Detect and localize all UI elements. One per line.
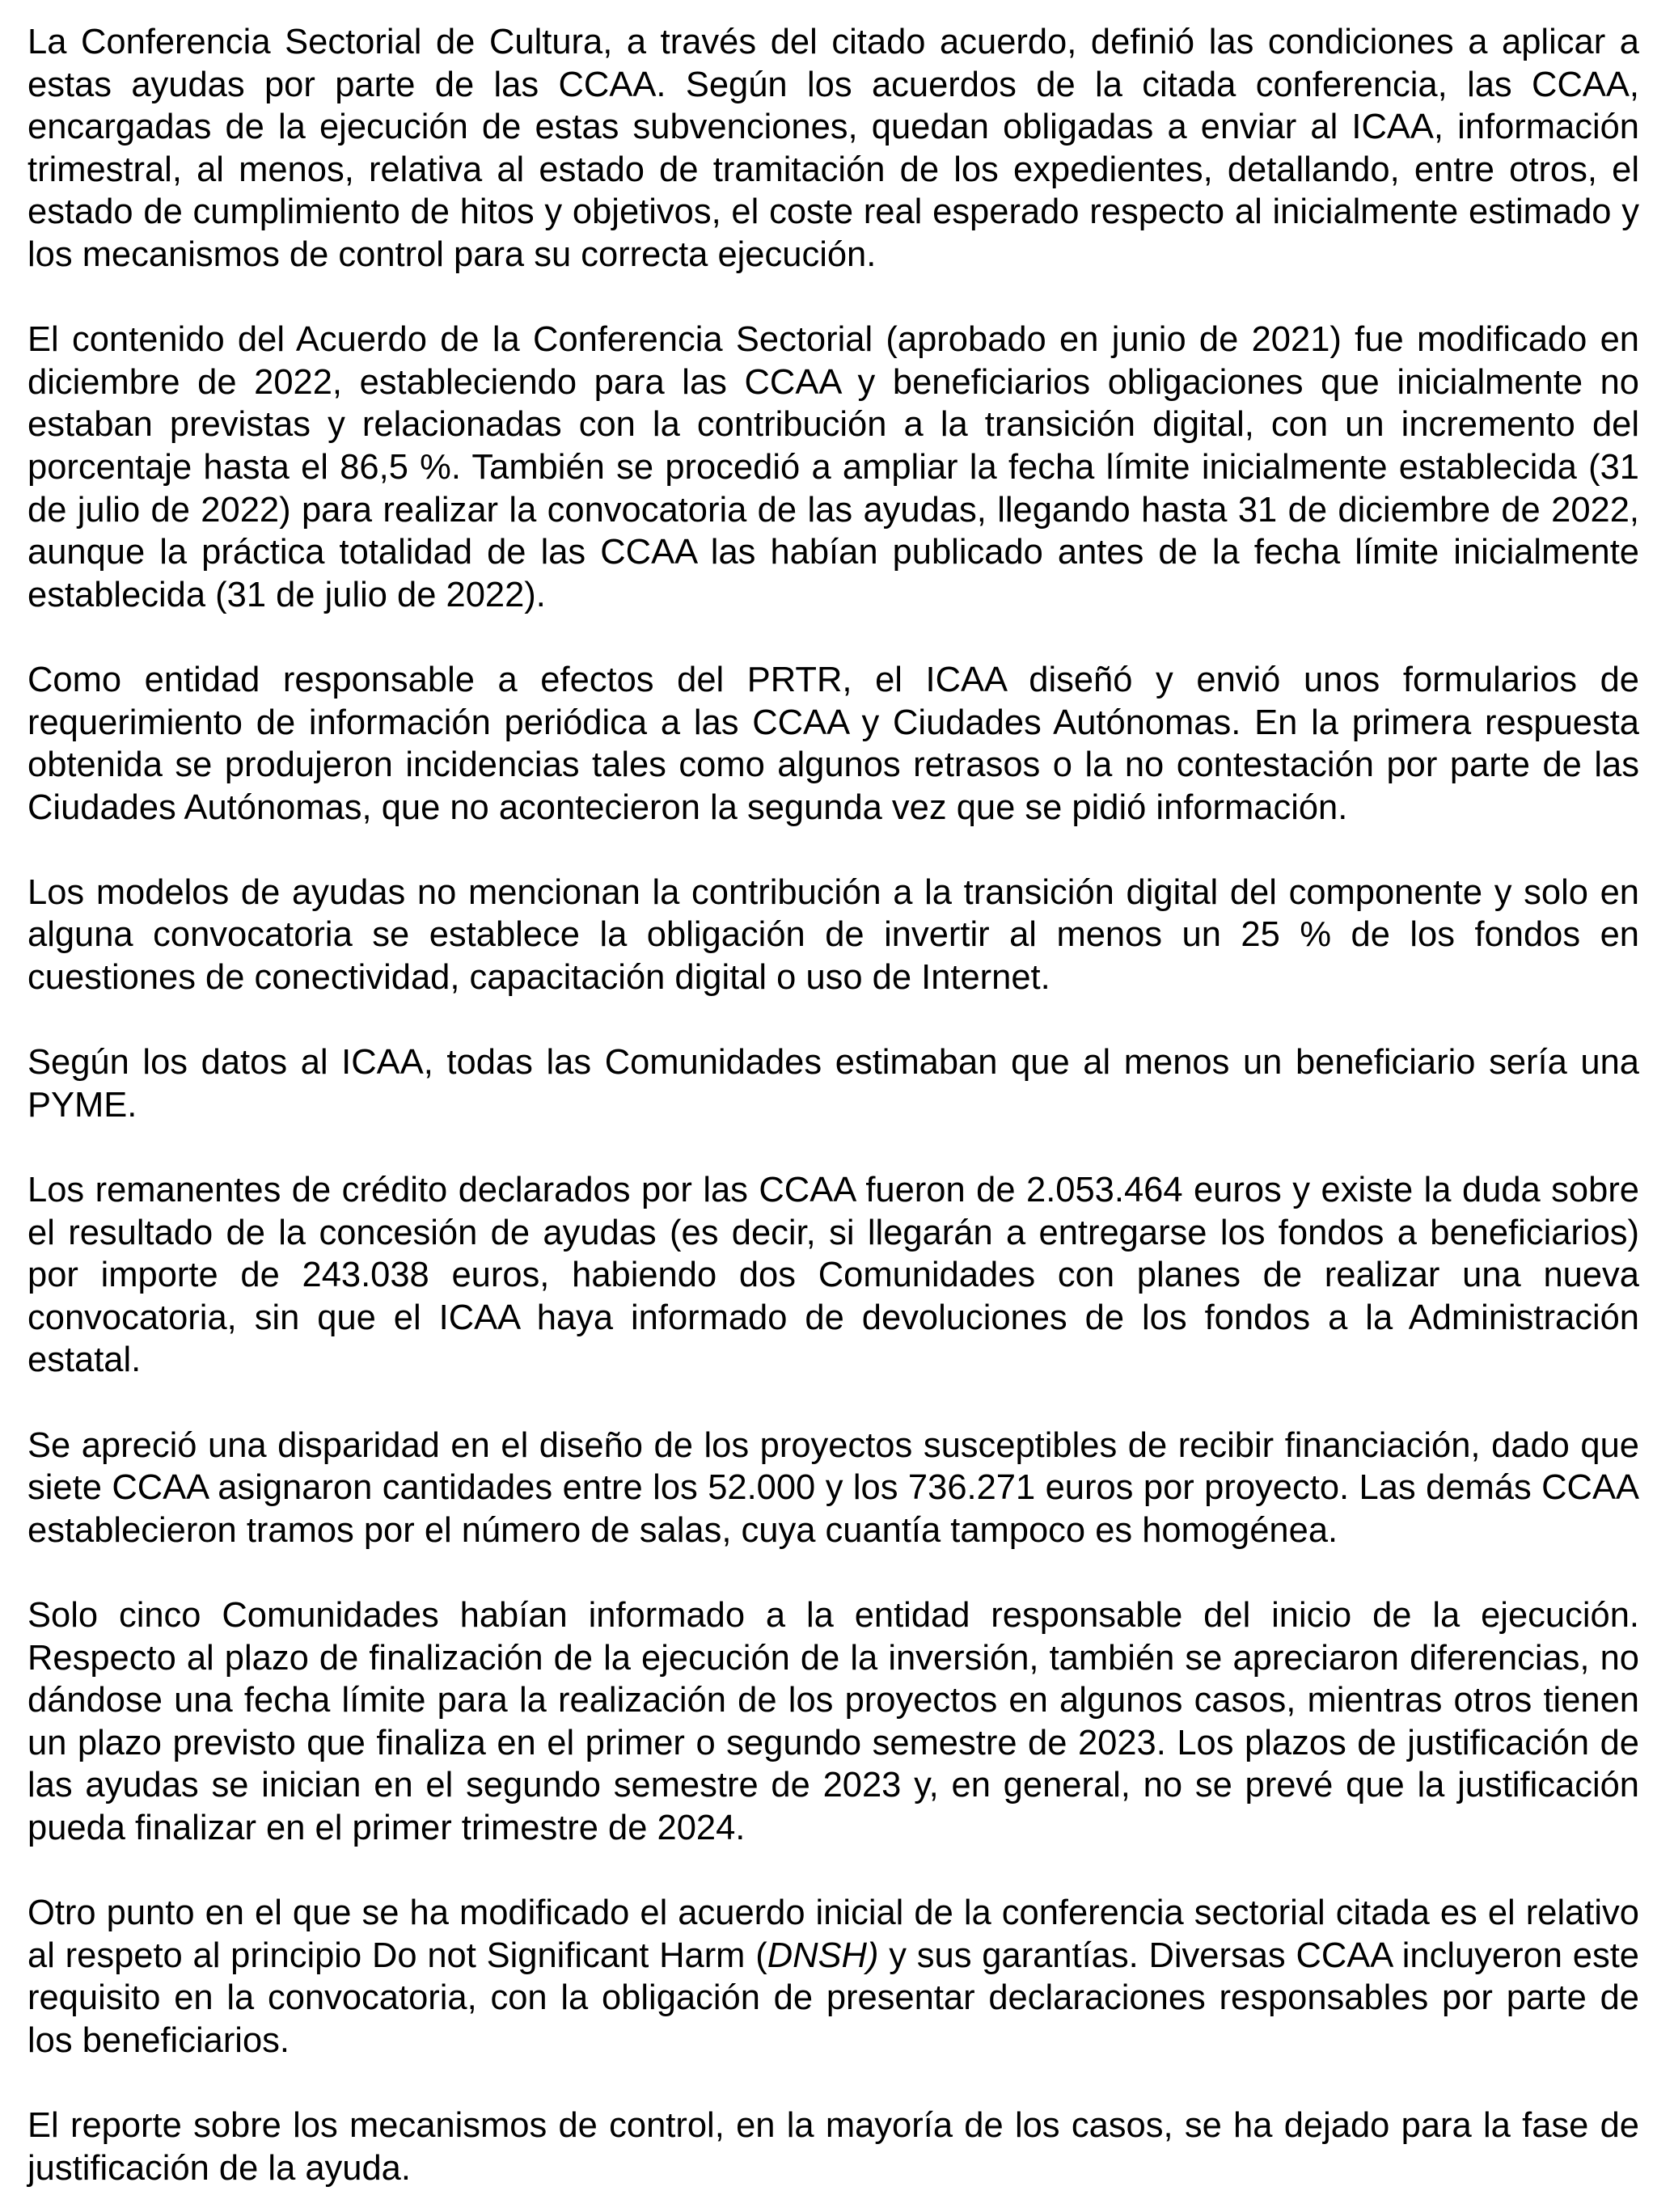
paragraph-modificacion-acuerdo: El contenido del Acuerdo de la Conferencia Sectorial (aprobado en junio de 2021) fue modificado en diciembre de 2022, estableciendo para las CCAA y beneficiarios obligaciones que inicialmente no estaban previstas y relacionadas con la contribución a la transición digital, con un incremento del porcentaje hasta el 86,5 %. También se procedió a ampliar la fecha límite inicialmente establecida (31 de julio de 2022) para realizar la convocatoria de las ayudas, llegando hasta 31 de diciembre de 2022, aunque la práctica totalidad de las CCAA las habían publicado antes de la fecha límite inicialmente establecida (31 de julio de 2022).: [27, 320, 1639, 614]
paragraph-dnsh-text-after: y sus garantías. Diversas CCAA incluyeron este requisito en la convocatoria, con la obligación de presentar declaraciones responsables por parte de los beneficiarios.: [27, 1936, 1639, 2060]
paragraph-conferencia-sectorial: La Conferencia Sectorial de Cultura, a través del citado acuerdo, definió las condiciones a aplicar a estas ayudas por parte de las CCAA. Según los acuerdos de la citada conferencia, las CCAA, encargadas de la ejecución de estas subvenciones, quedan obligadas a enviar al ICAA, información trimestral, al menos, relativa al estado de tramitación de los expedientes, detallando, entre otros, el estado de cumplimiento de hitos y objetivos, el coste real esperado respecto al inicialmente estimado y los mecanismos de control para su correcta ejecución.: [27, 23, 1639, 274]
paragraph-remanentes-credito: Los remanentes de crédito declarados por las CCAA fueron de 2.053.464 euros y existe la duda sobre el resultado de la concesión de ayudas (es decir, si llegarán a entregarse los fondos a beneficiarios) por importe de 243.038 euros, habiendo dos Comunidades con planes de realizar una nueva convocatoria, sin que el ICAA haya informado de devoluciones de los fondos a la Administración estatal.: [27, 1171, 1639, 1380]
paragraph-mecanismos-control: El reporte sobre los mecanismos de control, en la mayoría de los casos, se ha dejado para la fase de justificación de la ayuda.: [27, 2106, 1639, 2188]
document-page: [27, 21, 1639, 2189]
paragraph-pyme: Según los datos al ICAA, todas las Comunidades estimaban que al menos un beneficiario sería una PYME.: [27, 1043, 1639, 1125]
paragraph-transicion-digital: Los modelos de ayudas no mencionan la contribución a la transición digital del componente y solo en alguna convocatoria se establece la obligación de invertir al menos un 25 % de los fondos en cuestiones de conectividad, capacitación digital o uso de Internet.: [27, 872, 1639, 998]
paragraph-disparidad-proyectos: Se apreció una disparidad en el diseño de los proyectos susceptibles de recibir financiación, dado que siete CCAA asignaron cantidades entre los 52.000 y los 736.271 euros por proyecto. Las demás CCAA establecieron tramos por el número de salas, cuya cuantía tampoco es homogénea.: [27, 1425, 1639, 1550]
paragraph-formularios-icaa: Como entidad responsable a efectos del PRTR, el ICAA diseñó y envió unos formularios de requerimiento de información periódica a las CCAA y Ciudades Autónomas. En la primera respuesta obtenida se produjeron incidencias tales como algunos retrasos o la no contestación por parte de las Ciudades Autónomas, que no acontecieron la segunda vez que se pidió información.: [27, 660, 1639, 827]
paragraph-dnsh: [27, 1892, 1639, 2062]
paragraph-plazos-ejecucion: Solo cinco Comunidades habían informado a la entidad responsable del inicio de la ejecución. Respecto al plazo de finalización de la ejecución de la inversión, también se apreciaron diferencias, no dándose una fecha límite para la realización de los proyectos en algunos casos, mientras otros tienen un plazo previsto que finaliza en el primer o segundo semestre de 2023. Los plazos de justificación de las ayudas se inician en el segundo semestre de 2023 y, en general, no se prevé que la justificación pueda finalizar en el primer trimestre de 2024.: [27, 1595, 1639, 1847]
paragraph-dnsh-text-before: Otro punto en el que se ha modificado el acuerdo inicial de la conferencia sectorial citada es el relativo al respeto al principio Do not Significant Harm (: [27, 1893, 1639, 1975]
dnsh-abbreviation: DNSH): [767, 1936, 879, 1975]
